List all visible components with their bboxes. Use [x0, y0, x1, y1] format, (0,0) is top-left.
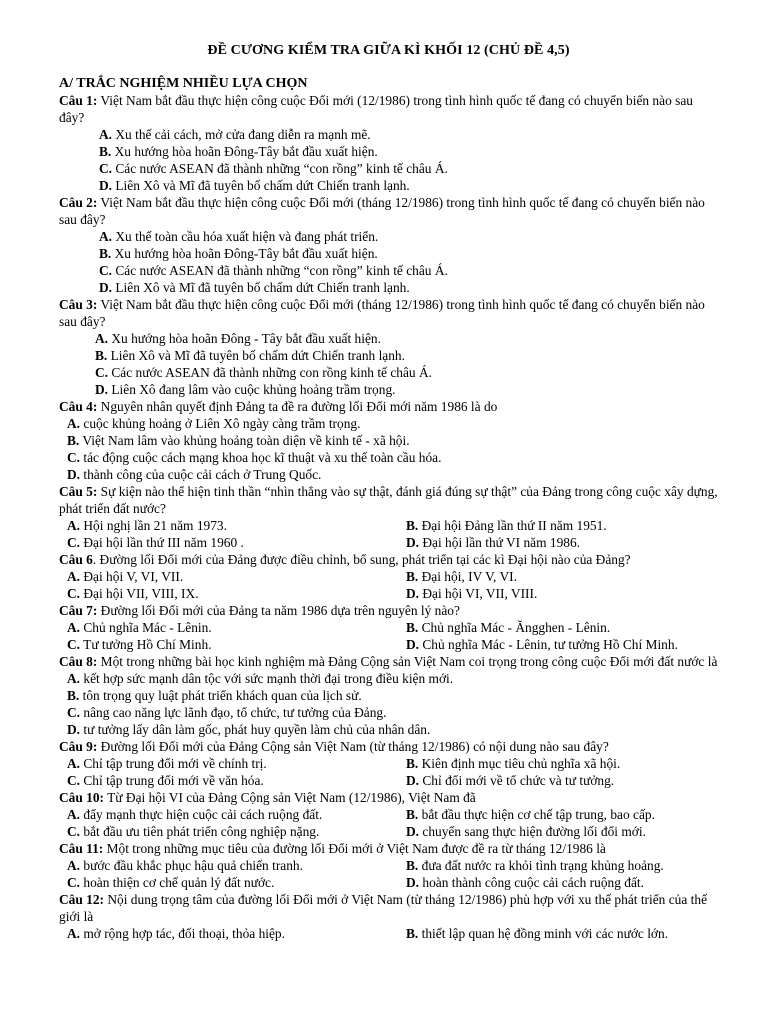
option-text: Liên Xô và Mĩ đã tuyên bố chấm dứt Chiến tranh lạnh.: [112, 178, 410, 193]
option-letter: A.: [67, 569, 81, 584]
question-label: Câu 1:: [59, 93, 98, 108]
option-text: Đại hội, IV V, VI.: [418, 569, 517, 584]
option-letter: A.: [67, 518, 81, 533]
option-text: tác động cuộc cách mạng khoa học kĩ thuật và xu thế toàn cầu hóa.: [80, 450, 442, 465]
answer-option: [95, 381, 718, 398]
question-label: Câu 2:: [59, 195, 98, 210]
option-letter: A.: [67, 620, 81, 635]
option-letter: B.: [67, 433, 80, 448]
option-letter: A.: [67, 858, 81, 873]
answer-options: [59, 126, 718, 194]
option-letter: A.: [99, 229, 113, 244]
option-letter: B.: [406, 518, 419, 533]
question-label: Câu 8:: [59, 654, 98, 669]
answer-option: [67, 585, 406, 602]
answer-option: [406, 755, 726, 772]
option-text: Các nước ASEAN đã thành những “con rồng” kinh tế châu Á.: [112, 263, 448, 278]
option-letter: B.: [95, 348, 108, 363]
question-label: Câu 3:: [59, 297, 98, 312]
option-text: Các nước ASEAN đã thành những con rồng kinh tế châu Á.: [108, 365, 432, 380]
question-text: Một trong những bài học kinh nghiệm mà Đảng Cộng sản Việt Nam coi trọng trong công cuộc Đổi mới đất nước là: [97, 654, 718, 669]
answer-option: [99, 160, 718, 177]
option-text: hoàn thành công cuộc cải cách ruộng đất.: [419, 875, 644, 890]
answer-options: [59, 806, 718, 840]
answer-option: [406, 857, 726, 874]
question-text: Một trong những mục tiêu của đường lối Đổi mới ở Việt Nam được đề ra từ tháng 12/1986 là: [103, 841, 606, 856]
question: [59, 840, 718, 857]
question: [59, 789, 718, 806]
answer-option: [99, 228, 718, 245]
answer-option: [67, 874, 406, 891]
document-title: ĐỀ CƯƠNG KIỂM TRA GIỮA KÌ KHỐI 12 (CHỦ ĐỀ 4,5): [207, 43, 570, 58]
answer-option: [99, 126, 718, 143]
option-letter: D.: [406, 824, 420, 839]
option-letter: B.: [67, 688, 80, 703]
question-text: Việt Nam bắt đầu thực hiện công cuộc Đổi mới (tháng 12/1986) trong tình hình quốc tế đang có chuyển biến nào sau đây?: [59, 297, 705, 329]
option-text: Đại hội Đảng lần thứ II năm 1951.: [418, 518, 607, 533]
option-text: Xu hướng hòa hoãn Đông-Tây bắt đầu xuất hiện.: [111, 246, 378, 261]
option-letter: B.: [406, 807, 419, 822]
answer-option: [99, 245, 718, 262]
option-text: Liên Xô và Mĩ đã tuyên bố chấm dứt Chiến tranh lạnh.: [112, 280, 410, 295]
option-letter: C.: [67, 773, 81, 788]
question-label: Câu 9:: [59, 739, 98, 754]
answer-option: [67, 755, 406, 772]
option-text: Chỉ đổi mới về tổ chức và tư tưởng.: [419, 773, 615, 788]
option-text: Chủ nghĩa Mác - Ăngghen - Lênin.: [418, 620, 611, 635]
question: [59, 653, 718, 670]
answer-options: [59, 670, 718, 738]
option-letter: C.: [99, 161, 113, 176]
answer-option: [406, 823, 726, 840]
answer-option: [67, 857, 406, 874]
answer-options: [59, 517, 718, 551]
option-text: Đại hội VI, VII, VIII.: [419, 586, 538, 601]
option-text: Tư tưởng Hồ Chí Minh.: [80, 637, 212, 652]
question: [59, 738, 718, 755]
option-letter: A.: [95, 331, 109, 346]
question-label: Câu 11:: [59, 841, 104, 856]
answer-option: [67, 619, 406, 636]
answer-option: [406, 806, 726, 823]
option-text: Kiên định mục tiêu chủ nghĩa xã hội.: [418, 756, 621, 771]
answer-option: [67, 670, 718, 687]
answer-option: [67, 534, 406, 551]
option-letter: A.: [67, 416, 81, 431]
option-letter: D.: [406, 637, 420, 652]
option-letter: B.: [406, 569, 419, 584]
answer-option: [67, 823, 406, 840]
answer-options: [59, 330, 718, 398]
answer-option: [67, 449, 718, 466]
answer-options: [59, 228, 718, 296]
question-text: Nguyên nhân quyết định Đảng ta đề ra đường lối Đổi mới năm 1986 là do: [97, 399, 498, 414]
question-label: Câu 7:: [59, 603, 98, 618]
option-text: kết hợp sức mạnh dân tộc với sức mạnh thời đại trong điều kiện mới.: [80, 671, 454, 686]
option-letter: D.: [406, 875, 420, 890]
option-letter: C.: [67, 824, 81, 839]
question-label: Câu 12:: [59, 892, 105, 907]
option-letter: A.: [99, 127, 113, 142]
answer-options: [59, 568, 718, 602]
option-text: bắt đầu ưu tiên phát triển công nghiệp nặng.: [80, 824, 320, 839]
answer-option: [67, 704, 718, 721]
answer-option: [99, 177, 718, 194]
answer-option: [406, 568, 726, 585]
answer-option: [406, 534, 726, 551]
answer-option: [406, 925, 726, 942]
option-text: Chủ nghĩa Mác - Lênin, tư tưởng Hồ Chí Minh.: [419, 637, 678, 652]
option-text: đẩy mạnh thực hiện cuộc cải cách ruộng đất.: [80, 807, 323, 822]
answer-option: [406, 636, 726, 653]
option-letter: B.: [406, 756, 419, 771]
option-letter: D.: [67, 722, 81, 737]
option-text: tư tưởng lấy dân làm gốc, phát huy quyền làm chủ của nhân dân.: [80, 722, 431, 737]
question: [59, 194, 718, 228]
option-letter: C.: [67, 705, 81, 720]
option-text: Liên Xô đang lâm vào cuộc khủng hoảng trầm trọng.: [108, 382, 396, 397]
option-text: Xu thế cải cách, mở cửa đang diễn ra mạnh mẽ.: [112, 127, 371, 142]
question: [59, 398, 718, 415]
option-text: Xu hướng hòa hoãn Đông-Tây bắt đầu xuất hiện.: [111, 144, 378, 159]
option-letter: A.: [67, 756, 81, 771]
question-label: Câu 6: [59, 552, 93, 567]
question-text: Việt Nam bắt đầu thực hiện công cuộc Đổi mới (tháng 12/1986) trong tình hình quốc tế đang có chuyển biến nào sau đây?: [59, 195, 705, 227]
answer-option: [99, 262, 718, 279]
option-letter: B.: [406, 620, 419, 635]
question-list: [59, 92, 718, 942]
question-text: Nội dung trọng tâm của đường lối Đổi mới ở Việt Nam (từ tháng 12/1986) phù hợp với xu thế phát triển của thế giới là: [59, 892, 708, 924]
option-text: Chủ nghĩa Mác - Lênin.: [80, 620, 212, 635]
answer-options: [59, 857, 718, 891]
option-letter: A.: [67, 807, 81, 822]
question: [59, 483, 718, 517]
option-text: thiết lập quan hệ đồng minh với các nước lớn.: [418, 926, 669, 941]
answer-option: [95, 330, 718, 347]
option-text: Chỉ tập trung đổi mới về chính trị.: [80, 756, 267, 771]
option-text: đưa đất nước ra khỏi tình trạng khủng hoảng.: [418, 858, 664, 873]
question-label: Câu 5:: [59, 484, 98, 499]
option-text: Đại hội VII, VIII, IX.: [80, 586, 199, 601]
answer-option: [67, 432, 718, 449]
option-letter: D.: [406, 535, 420, 550]
option-text: Liên Xô và Mĩ đã tuyên bố chấm dứt Chiến tranh lạnh.: [107, 348, 405, 363]
option-letter: C.: [95, 365, 109, 380]
option-text: nâng cao năng lực lãnh đạo, tổ chức, tư tưởng của Đảng.: [80, 705, 387, 720]
answer-option: [67, 415, 718, 432]
answer-option: [95, 364, 718, 381]
answer-option: [67, 687, 718, 704]
option-text: Các nước ASEAN đã thành những “con rồng” kinh tế châu Á.: [112, 161, 448, 176]
option-text: Hội nghị lần 21 năm 1973.: [80, 518, 227, 533]
question-text: Việt Nam bắt đầu thực hiện công cuộc Đổi mới (12/1986) trong tình hình quốc tế đang có chuyển biến nào sau đây?: [59, 93, 693, 125]
option-letter: C.: [67, 875, 81, 890]
option-letter: D.: [99, 280, 113, 295]
question: [59, 602, 718, 619]
answer-option: [99, 279, 718, 296]
option-text: Xu hướng hòa hoãn Đông - Tây bắt đầu xuất hiện.: [108, 331, 381, 346]
option-text: Xu thế toàn cầu hóa xuất hiện và đang phát triển.: [112, 229, 379, 244]
option-letter: D.: [406, 586, 420, 601]
option-text: tôn trọng quy luật phát triển khách quan của lịch sử.: [79, 688, 362, 703]
answer-option: [95, 347, 718, 364]
option-text: chuyển sang thực hiện đường lối đổi mới.: [419, 824, 646, 839]
question-label: Câu 4:: [59, 399, 98, 414]
option-letter: C.: [67, 637, 81, 652]
answer-option: [406, 874, 726, 891]
option-letter: B.: [99, 246, 112, 261]
option-text: Chỉ tập trung đổi mới về văn hóa.: [80, 773, 264, 788]
option-text: Đại hội lần thứ VI năm 1986.: [419, 535, 581, 550]
option-letter: B.: [406, 926, 419, 941]
option-letter: C.: [67, 535, 81, 550]
answer-option: [67, 568, 406, 585]
option-text: hoàn thiện cơ chế quản lý đất nước.: [80, 875, 275, 890]
option-letter: C.: [99, 263, 113, 278]
option-letter: C.: [67, 586, 81, 601]
question-text: . Đường lối Đổi mới của Đảng được điều chỉnh, bổ sung, phát triển tại các kì Đại hội nào của Đảng?: [92, 552, 631, 567]
question: [59, 551, 718, 568]
answer-options: [59, 415, 718, 483]
option-letter: C.: [67, 450, 81, 465]
question-text: Sự kiện nào thể hiện tinh thần “nhìn thẳng vào sự thật, đánh giá đúng sự thật” của Đảng trong công cuộc xây dựng, phát triển đất nước?: [59, 484, 718, 516]
answer-option: [406, 619, 726, 636]
option-text: cuộc khủng hoảng ở Liên Xô ngày càng trầm trọng.: [80, 416, 361, 431]
answer-option: [67, 721, 718, 738]
question: [59, 891, 718, 925]
answer-option: [406, 517, 726, 534]
answer-option: [67, 806, 406, 823]
answer-option: [67, 636, 406, 653]
option-letter: B.: [406, 858, 419, 873]
question-text: Đường lối Đổi mới của Đảng Cộng sản Việt Nam (từ tháng 12/1986) có nội dung nào sau đây?: [97, 739, 609, 754]
option-text: thành công của cuộc cải cách ở Trung Quốc.: [80, 467, 322, 482]
option-letter: A.: [67, 671, 81, 686]
answer-option: [406, 772, 726, 789]
answer-option: [67, 517, 406, 534]
option-text: Việt Nam lâm vào khủng hoảng toàn diện về kinh tế - xã hội.: [79, 433, 410, 448]
option-letter: D.: [95, 382, 109, 397]
option-text: Đại hội V, VI, VII.: [80, 569, 184, 584]
question-text: Đường lối Đổi mới của Đảng ta năm 1986 dựa trên nguyên lý nào?: [97, 603, 460, 618]
answer-option: [67, 925, 406, 942]
answer-option: [67, 466, 718, 483]
option-text: bước đầu khắc phục hậu quả chiến tranh.: [80, 858, 303, 873]
option-text: mở rộng hợp tác, đối thoại, thỏa hiệp.: [80, 926, 285, 941]
option-letter: D.: [67, 467, 81, 482]
question: [59, 296, 718, 330]
option-letter: A.: [67, 926, 81, 941]
answer-option: [67, 772, 406, 789]
option-letter: D.: [99, 178, 113, 193]
section-heading: A/ TRẮC NGHIỆM NHIỀU LỰA CHỌN: [59, 76, 308, 91]
question-text: Từ Đại hội VI của Đảng Cộng sản Việt Nam (12/1986), Việt Nam đã: [104, 790, 476, 805]
option-letter: D.: [406, 773, 420, 788]
option-letter: B.: [99, 144, 112, 159]
answer-options: [59, 619, 718, 653]
question-label: Câu 10:: [59, 790, 105, 805]
option-text: Đại hội lần thứ III năm 1960 .: [80, 535, 244, 550]
answer-option: [99, 143, 718, 160]
answer-options: [59, 755, 718, 789]
question: [59, 92, 718, 126]
answer-option: [406, 585, 726, 602]
answer-options: [59, 925, 718, 942]
option-text: bắt đầu thực hiện cơ chế tập trung, bao cấp.: [418, 807, 655, 822]
